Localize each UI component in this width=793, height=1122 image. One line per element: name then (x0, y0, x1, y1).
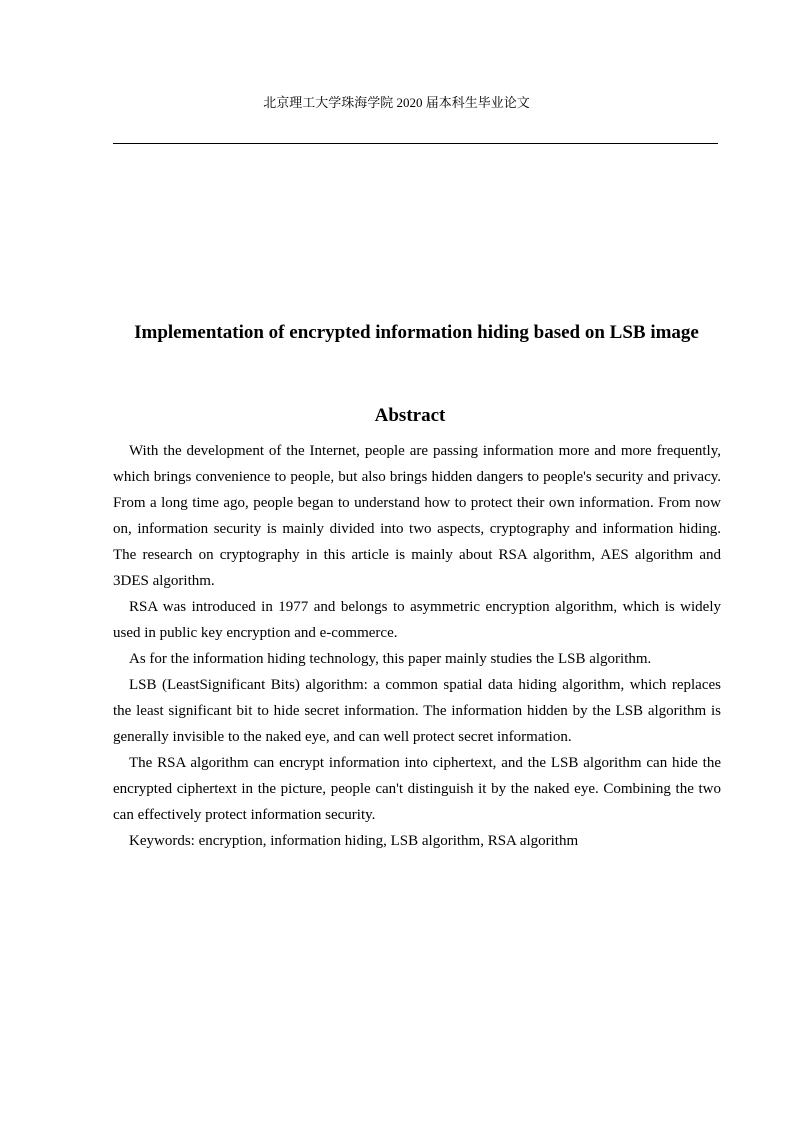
abstract-paragraph-combination: The RSA algorithm can encrypt information into ciphertext, and the LSB algorithm can hide the encrypted ciphertext in the picture, people can't distinguish it by the naked eye. Combining the two can effectively protect information security. (113, 755, 721, 823)
paper-title: Implementation of encrypted information hiding based on LSB image (134, 322, 699, 343)
abstract-body (113, 438, 721, 854)
running-header: 北京理工大学珠海学院 2020 届本科生毕业论文 (263, 95, 530, 110)
abstract-heading: Abstract (374, 405, 446, 426)
abstract-paragraph-intro: With the development of the Internet, people are passing information more and more frequently, which brings convenience to people, but also brings hidden dangers to people's security and privacy. From a long time ago, people began to understand how to protect their own information. From now on, information security is mainly divided into two aspects, cryptography and information hiding. The research on cryptography in this article is mainly about RSA algorithm, AES algorithm and 3DES algorithm. (113, 443, 721, 589)
keywords: Keywords: encryption, information hiding, LSB algorithm, RSA algorithm (129, 833, 579, 849)
abstract-paragraph-rsa: RSA was introduced in 1977 and belongs to asymmetric encryption algorithm, which is widely used in public key encryption and e-commerce. (113, 599, 721, 641)
abstract-paragraph-hiding: As for the information hiding technology, this paper mainly studies the LSB algorithm. (129, 651, 652, 667)
header-rule (113, 143, 718, 144)
abstract-paragraph-lsb: LSB (LeastSignificant Bits) algorithm: a common spatial data hiding algorithm, which replaces the least significant bit to hide secret information. The information hidden by the LSB algorithm is generally invisible to the naked eye, and can well protect secret information. (113, 677, 721, 745)
